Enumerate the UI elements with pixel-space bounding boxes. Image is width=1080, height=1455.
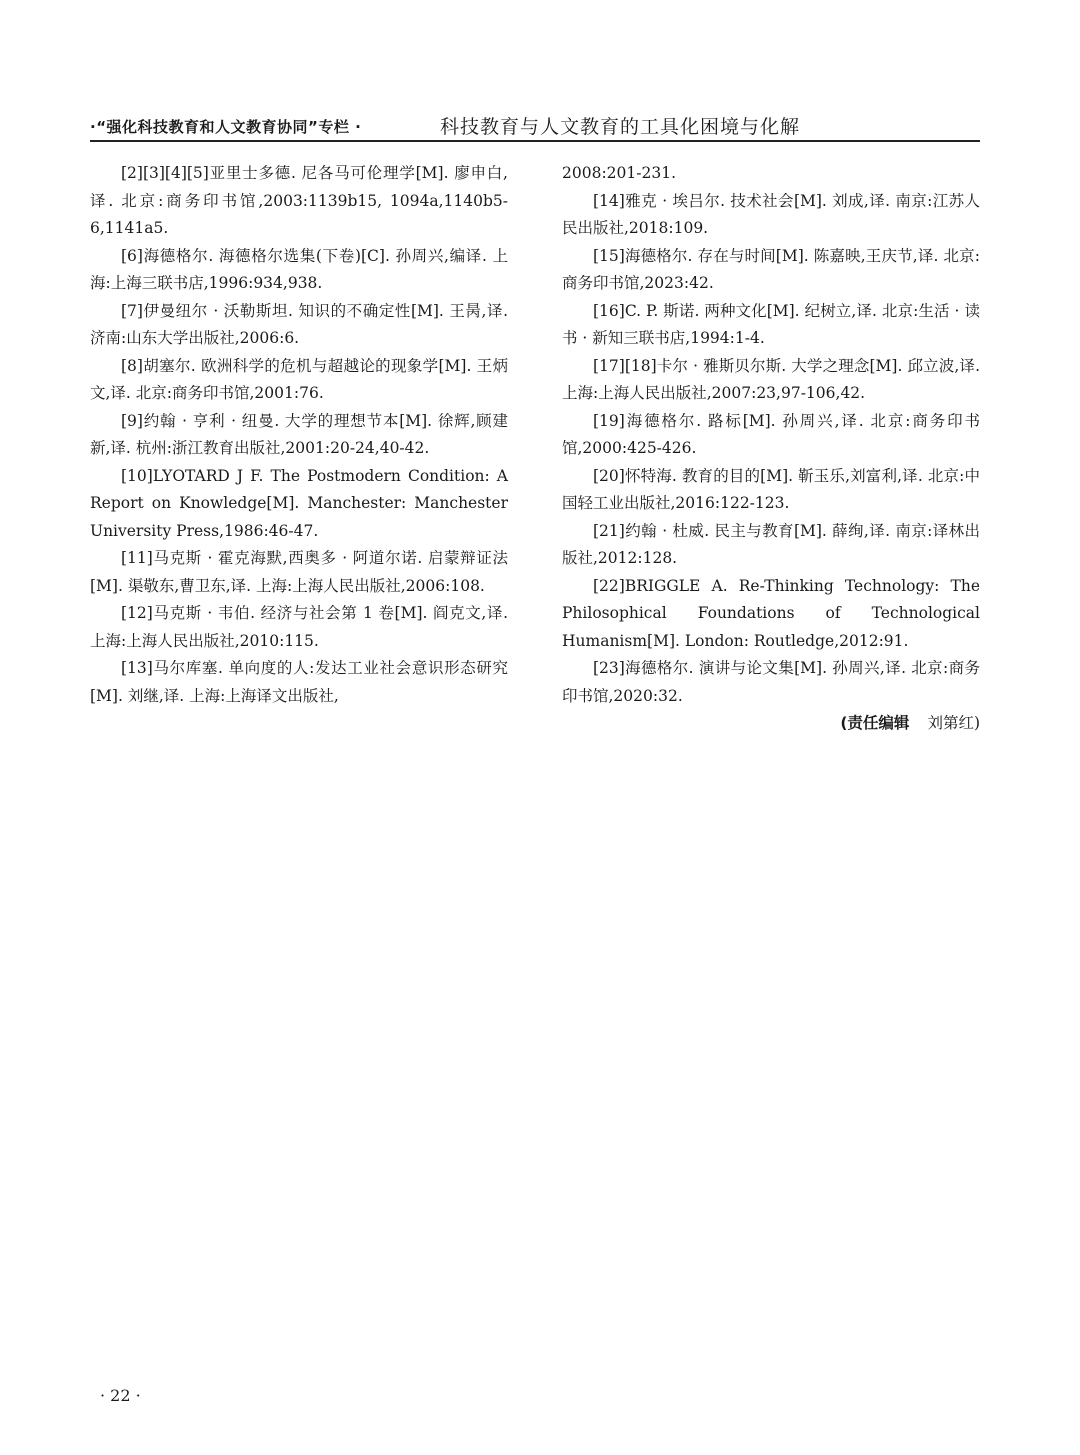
reference-continuation: 2008:201-231. [562, 164, 677, 182]
editor-label: (责任编辑 [840, 714, 910, 732]
reference-item: [7]伊曼纽尔 · 沃勒斯坦. 知识的不确定性[M]. 王昺,译. 济南:山东大学出版社,2006:6. [90, 301, 508, 347]
references-left-column [90, 160, 508, 710]
reference-item: [23]海德格尔. 演讲与论文集[M]. 孙周兴,译. 北京:商务印书馆,2020:32. [562, 659, 980, 705]
article-title: 科技教育与人文教育的工具化困境与化解 [440, 116, 801, 138]
reference-item: [10]LYOTARD J F. The Postmodern Condition: A Report on Knowledge[M]. Manchester: Manchester University Press,1986:46-47. [90, 466, 508, 540]
running-header [90, 112, 980, 140]
reference-item: [21]约翰 · 杜威. 民主与教育[M]. 薛绚,译. 南京:译林出版社,2012:128. [562, 521, 980, 567]
reference-item: [14]雅克 · 埃吕尔. 技术社会[M]. 刘成,译. 南京:江苏人民出版社,2018:109. [562, 191, 980, 237]
editor-name: 刘第红) [927, 714, 980, 732]
reference-item: [19]海德格尔. 路标[M]. 孙周兴,译. 北京:商务印书馆,2000:425-426. [562, 411, 980, 457]
reference-item: [13]马尔库塞. 单向度的人:发达工业社会意识形态研究[M]. 刘继,译. 上海:上海译文出版社, [90, 659, 508, 705]
responsible-editor [562, 710, 980, 738]
reference-item: [15]海德格尔. 存在与时间[M]. 陈嘉映,王庆节,译. 北京:商务印书馆,2023:42. [562, 246, 980, 292]
column-label: ·“强化科技教育和人文教育协同”专栏 · [90, 118, 362, 136]
header-rule [90, 140, 980, 142]
reference-item: [22]BRIGGLE A. Re-Thinking Technology: The Philosophical Foundations of Technological Humanism[M]. London: Routledge,2012:91. [562, 576, 980, 650]
reference-item: [16]C. P. 斯诺. 两种文化[M]. 纪树立,译. 北京:生活 · 读书 · 新知三联书店,1994:1-4. [562, 301, 980, 347]
reference-item: [9]约翰 · 亨利 · 纽曼. 大学的理想节本[M]. 徐辉,顾建新,译. 杭州:浙江教育出版社,2001:20-24,40-42. [90, 411, 508, 457]
page-number: · 22 · [100, 1386, 141, 1405]
reference-item: [20]怀特海. 教育的目的[M]. 靳玉乐,刘富利,译. 北京:中国轻工业出版社,2016:122-123. [562, 466, 980, 512]
reference-item: [6]海德格尔. 海德格尔选集(下卷)[C]. 孙周兴,编译. 上海:上海三联书店,1996:934,938. [90, 246, 508, 292]
reference-item: [11]马克斯 · 霍克海默,西奥多 · 阿道尔诺. 启蒙辩证法[M]. 渠敬东,曹卫东,译. 上海:上海人民出版社,2006:108. [90, 549, 508, 595]
reference-item: [17][18]卡尔 · 雅斯贝尔斯. 大学之理念[M]. 邱立波,译. 上海:上海人民出版社,2007:23,97-106,42. [562, 356, 980, 402]
references-right-column [562, 160, 980, 753]
reference-item: [8]胡塞尔. 欧洲科学的危机与超越论的现象学[M]. 王炳文,译. 北京:商务印书馆,2001:76. [90, 356, 508, 402]
reference-item: [2][3][4][5]亚里士多德. 尼各马可伦理学[M]. 廖申白,译. 北京:商务印书馆,2003:1139b15, 1094a,1140b5-6,1141a5. [90, 164, 508, 237]
reference-item: [12]马克斯 · 韦伯. 经济与社会第 1 卷[M]. 阎克文,译. 上海:上海人民出版社,2010:115. [90, 604, 508, 650]
